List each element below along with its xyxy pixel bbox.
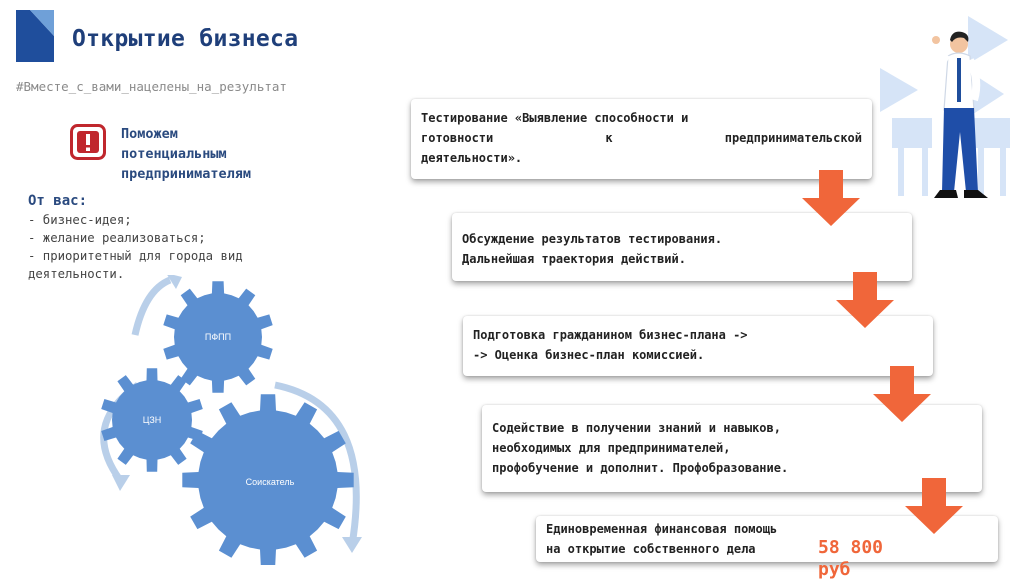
warning-icon [70,124,106,160]
gear-label-czn: ЦЗН [142,415,162,425]
step-1 [411,99,872,179]
hashtag: #Вместе_с_вами_нацелены_на_результат [16,79,287,94]
requirement-item: - бизнес-идея; [28,213,132,227]
step-3-line-2: -> Оценка бизнес-план комиссией. [473,348,705,362]
step-1-line-1: Тестирование «Выявление способности и [421,111,689,125]
step-4-line-1: Содействие в получении знаний и навыков, [492,421,781,435]
requirement-item: - желание реализоваться; [28,231,206,245]
step-5-line-1: Единовременная финансовая помощь [546,522,778,536]
step-2-line-2: Дальнейшая траектория действий. [462,252,686,266]
requirement-item: деятельности. [28,267,125,281]
businessman-illustration [878,14,1018,200]
arrow-head [112,475,130,491]
help-text: Поможем потенциальным предпринимателям [121,126,252,182]
page-title: Открытие бизнеса [72,26,299,52]
step-3-line-1: Подготовка гражданином бизнес-плана -> [473,328,748,342]
gear-label-pfpp: ПФПП [204,332,232,342]
step-1-line-3: деятельности». [421,151,523,165]
gears-diagram [90,275,390,565]
gear-label-applicant: Соискатель [245,477,295,487]
down-arrow-icon [836,272,894,328]
step-4-line-3: профобучение и дополнит. Профобразование. [492,461,789,475]
step-4-line-2: необходимых для предпринимателей, [492,441,731,455]
step-1-line-2: готовности к предпринимательской [421,131,862,145]
brand-logo-icon [16,10,54,62]
aid-amount: 58 800 руб [818,537,884,580]
arrow-head [342,537,362,553]
down-arrow-icon [905,478,963,534]
requirements-list [28,211,298,283]
requirement-item: - приоритетный для города вид [28,249,243,263]
step-2-line-1: Обсуждение результатов тестирования. [462,232,723,246]
down-arrow-icon [802,170,860,226]
requirements-heading: От вас: [28,193,88,209]
step-5-line-2: на открытие собственного дела [546,542,756,556]
down-arrow-icon [873,366,931,422]
